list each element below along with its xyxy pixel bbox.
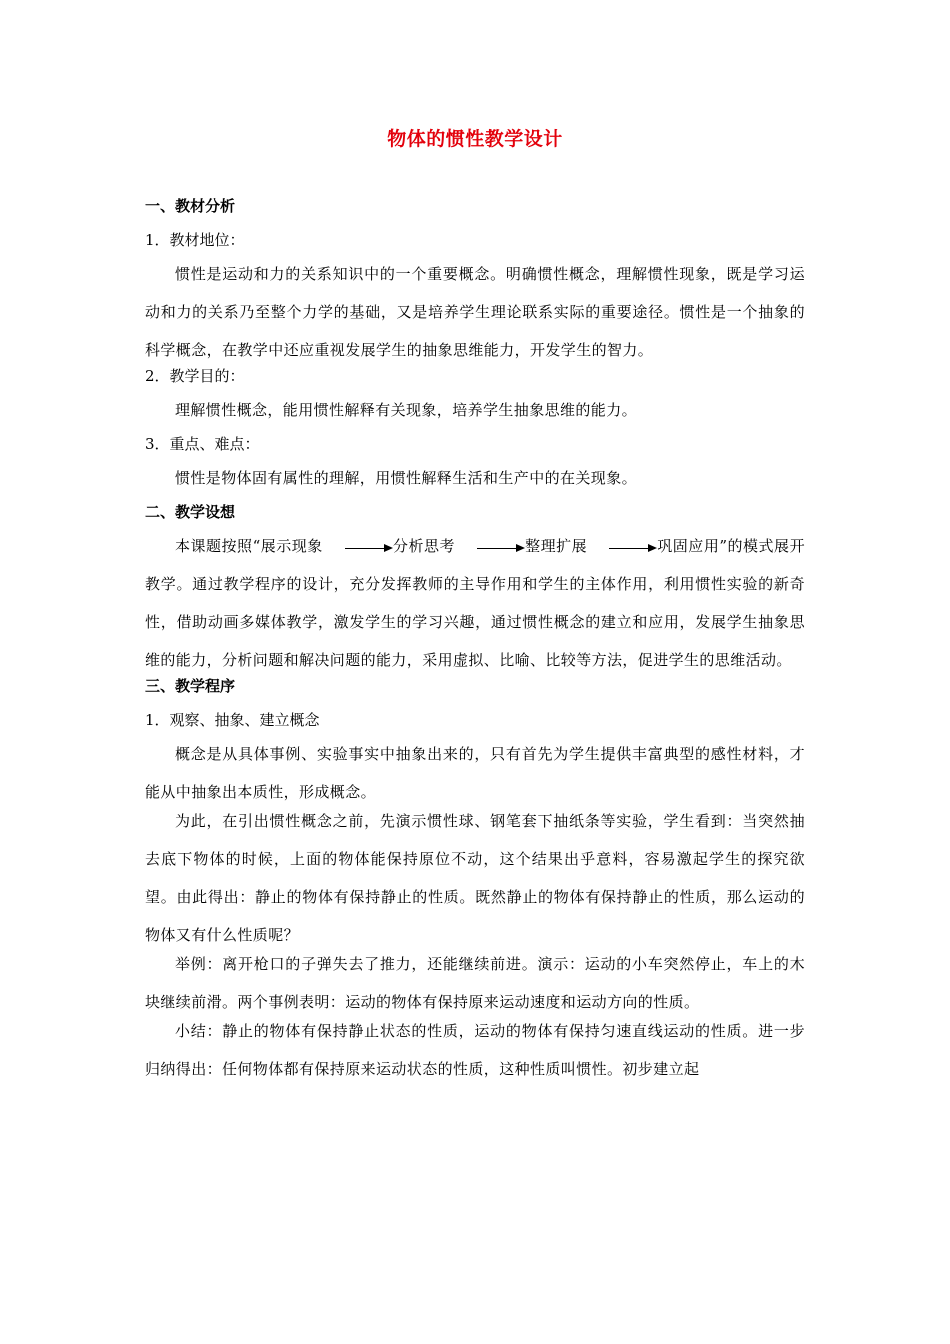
paragraph-goal: 理解惯性概念，能用惯性解释有关现象，培养学生抽象思维的能力。 xyxy=(175,401,638,419)
item-label-key-points: 3．重点、难点： xyxy=(145,435,260,453)
paragraph-teaching-idea xyxy=(145,527,805,679)
paragraph-example: 举例：离开枪口的子弹失去了推力，还能继续前进。演示：运动的小车突然停止，车上的木块继续前滑。两个事例表明：运动的物体有保持原来运动速度和运动方向的性质。 xyxy=(145,955,805,1011)
paragraph-key-points: 惯性是物体固有属性的理解，用惯性解释生活和生产中的在关现象。 xyxy=(175,469,638,487)
flow-step-3: 巩固应用 xyxy=(657,537,720,555)
paragraph-concept: 概念是从具体事例、实验事实中抽象出来的，只有首先为学生提供丰富典型的感性材料，才能从中抽象出本质性，形成概念。 xyxy=(145,745,805,801)
arrow-right-icon xyxy=(477,540,525,554)
item-label-observe: 1．观察、抽象、建立概念 xyxy=(145,711,320,729)
paragraph-position: 惯性是运动和力的关系知识中的一个重要概念。明确惯性概念，理解惯性现象，既是学习运动和力的关系乃至整个力学的基础，又是培养学生理论联系实际的重要途径。惯性是一个抽象的科学概念，在教学中还应重视发展学生的抽象思维能力，开发学生的智力。 xyxy=(145,265,805,359)
flow-suffix: ”的模式展开教学。通过教学程序的设计，充分发挥教师的主导作用和学生的主体作用，利用惯性实验的新奇性，借助动画多媒体教学，激发学生的学习兴趣，通过惯性概念的建立和应用，发展学生抽象思维的能力，分析问题和解决问题的能力，采用虚拟、比喻、比较等方法，促进学生的思维活动。 xyxy=(145,537,805,669)
arrow-right-icon xyxy=(609,540,657,554)
item-label-position: 1．教材地位： xyxy=(145,231,245,249)
flow-prefix: 本课题按照“展示现象 xyxy=(175,537,323,555)
paragraph-summary: 小结：静止的物体有保持静止状态的性质，运动的物体有保持匀速直线运动的性质。进一步归纳得出：任何物体都有保持原来运动状态的性质，这种性质叫惯性。初步建立起 xyxy=(145,1022,805,1078)
paragraph-demo: 为此，在引出惯性概念之前，先演示惯性球、钢笔套下抽纸条等实验，学生看到：当突然抽去底下物体的时候，上面的物体能保持原位不动，这个结果出乎意料，容易激起学生的探究欲望。由此得出：静止的物体有保持静止的性质。既然静止的物体有保持静止的性质，那么运动的物体又有什么性质呢？ xyxy=(145,812,805,944)
item-label-goal: 2．教学目的： xyxy=(145,367,245,385)
document-body xyxy=(145,196,805,1085)
document-title: 物体的惯性教学设计 xyxy=(387,128,563,150)
section-heading-1: 一、教材分析 xyxy=(145,197,236,215)
flow-step-1: 分析思考 xyxy=(392,537,455,555)
flow-step-2: 整理扩展 xyxy=(524,537,588,555)
arrow-right-icon xyxy=(345,540,393,554)
section-heading-2: 二、教学设想 xyxy=(145,503,236,521)
section-heading-3: 三、教学程序 xyxy=(145,677,236,695)
